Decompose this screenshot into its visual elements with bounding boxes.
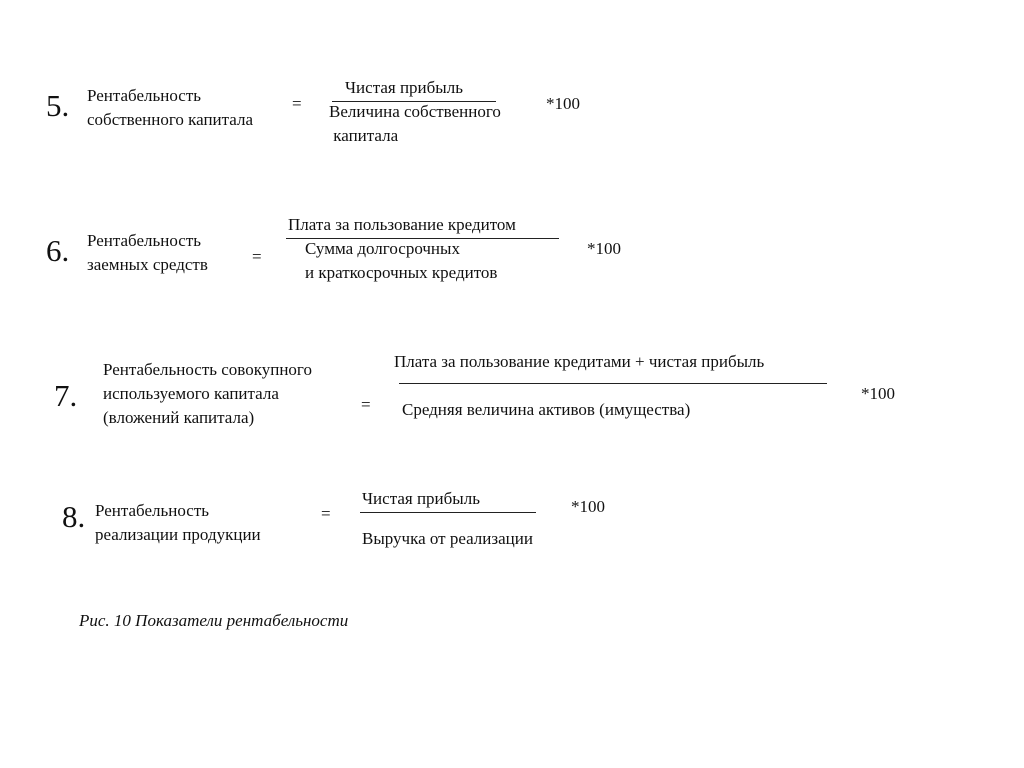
figure-caption: Рис. 10 Показатели рентабельности bbox=[79, 611, 349, 630]
formula-6-label bbox=[87, 229, 208, 277]
formula-6-label-line-1: Рентабельность bbox=[87, 231, 202, 250]
formula-5-label-line-2: собственного капитала bbox=[87, 110, 254, 129]
formula-7-equals: = bbox=[361, 395, 371, 414]
formula-7-denominator-line-1: Средняя величина активов (имущества) bbox=[402, 400, 691, 419]
formula-7-label-line-2: используемого капитала bbox=[103, 384, 279, 403]
formula-5-numerator: Чистая прибыль bbox=[345, 78, 463, 97]
formula-5-number: 5. bbox=[46, 88, 70, 123]
formula-6-equals: = bbox=[252, 247, 262, 266]
formula-8-multiplier: *100 bbox=[571, 497, 605, 516]
formula-8-label-line-1: Рентабельность bbox=[95, 501, 210, 520]
formula-8-denominator bbox=[362, 527, 533, 551]
formula-5-denominator bbox=[329, 100, 501, 148]
formula-7-number: 7. bbox=[54, 378, 78, 413]
formula-7-multiplier: *100 bbox=[861, 384, 895, 403]
formula-8-label-line-2: реализации продукции bbox=[95, 525, 261, 544]
formula-7-denominator bbox=[402, 398, 690, 422]
formula-7-fraction-line bbox=[399, 383, 827, 384]
formula-8-denominator-line-1: Выручка от реализации bbox=[362, 529, 533, 548]
formula-6-denominator bbox=[305, 237, 497, 285]
formula-8-label bbox=[95, 499, 261, 547]
formula-6-denominator-line-1: Сумма долгосрочных bbox=[305, 239, 460, 258]
formula-6-multiplier: *100 bbox=[587, 239, 621, 258]
formula-8-numerator: Чистая прибыль bbox=[362, 489, 480, 508]
formula-6-denominator-line-2: и краткосрочных кредитов bbox=[305, 263, 498, 282]
formula-7-label bbox=[103, 358, 312, 430]
formula-6-numerator: Плата за пользование кредитом bbox=[288, 215, 516, 234]
formula-5-multiplier: *100 bbox=[546, 94, 580, 113]
formula-5-denominator-line-2: капитала bbox=[329, 126, 399, 145]
formula-6-number: 6. bbox=[46, 233, 70, 268]
formula-8-fraction-line bbox=[360, 512, 536, 513]
formula-8-equals: = bbox=[321, 504, 331, 523]
formula-5-label-line-1: Рентабельность bbox=[87, 86, 202, 105]
formula-5-equals: = bbox=[292, 94, 302, 113]
formula-8-number: 8. bbox=[62, 499, 86, 534]
formula-7-numerator: Плата за пользование кредитами + чистая прибыль bbox=[394, 352, 765, 371]
formula-5-denominator-line-1: Величина собственного bbox=[329, 102, 501, 121]
formula-7-label-line-3: (вложений капитала) bbox=[103, 408, 255, 427]
formula-5-label bbox=[87, 84, 253, 132]
formula-6-label-line-2: заемных средств bbox=[87, 255, 208, 274]
formula-7-label-line-1: Рентабельность совокупного bbox=[103, 360, 312, 379]
